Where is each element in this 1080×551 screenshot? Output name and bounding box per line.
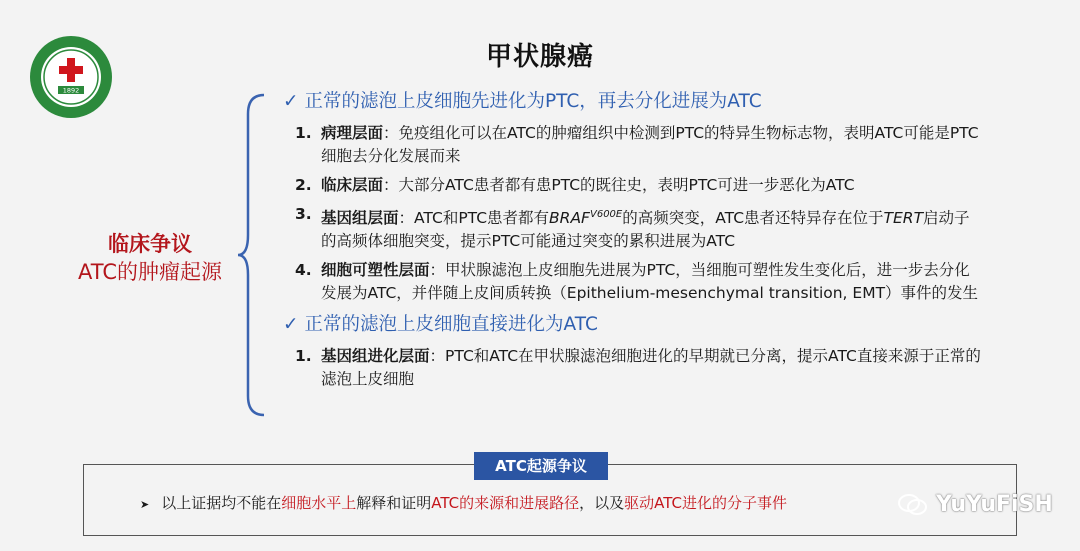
wechat-icon (898, 493, 928, 517)
list-item: 1. 基因组进化层面：PTC和ATC在甲状腺滤泡细胞进化的早期就已分离，提示ATC直接来源于正常的滤泡上皮细胞 (295, 347, 981, 389)
curly-brace-icon (236, 92, 268, 418)
section2-heading: ✓ 正常的滤泡上皮细胞直接进化为ATC (283, 314, 598, 336)
side-label-title: 临床争议 (108, 232, 192, 256)
summary-box-title: ATC起源争议 (474, 452, 608, 480)
check-icon: ✓ (283, 314, 299, 336)
page-title: 甲状腺癌 (485, 42, 594, 72)
watermark: YuYuFiSH (898, 492, 1053, 517)
section1-heading: ✓ 正常的滤泡上皮细胞先进化为PTC，再去分化进展为ATC (283, 91, 762, 112)
section1-list (295, 122, 983, 305)
list-item: 3. 基因组层面：ATC和PTC患者都有$BRAF^{V600E}$的高频突变，ATC患者还特异存在位于TERT启动子的高频体细胞突变，提示PTC可能通过突变的累积进展为ATC (295, 205, 970, 251)
arrow-icon: ➤ (140, 498, 150, 511)
check-icon: ✓ (283, 91, 299, 112)
section2-list (295, 345, 983, 391)
list-item: 1. 病理层面：免疫组化可以在ATC的肿瘤组织中检测到PTC的特异生物标志物，表明ATC可能是PTC细胞去分化发展而来 (295, 124, 979, 165)
list-item: 2. 临床层面：大部分ATC患者都有患PTC的既往史，表明PTC可进一步恶化为ATC (295, 176, 855, 194)
list-item: 4. 细胞可塑性层面：甲状腺滤泡上皮细胞先进展为PTC，当细胞可塑性发生变化后，进一步去分化发展为ATC，并伴随上皮间质转换（Epithelium-mesenchymal transition, EMT）事件的发生 (295, 261, 979, 303)
side-label-subtitle: ATC的肿瘤起源 (78, 260, 222, 284)
summary-text: ➤ 以上证据均不能在细胞水平上解释和证明ATC的来源和进展路径，以及驱动ATC进化的分子事件 (140, 494, 787, 512)
side-label (60, 230, 240, 286)
svg-text:1892: 1892 (62, 86, 80, 95)
content-area (283, 88, 983, 397)
